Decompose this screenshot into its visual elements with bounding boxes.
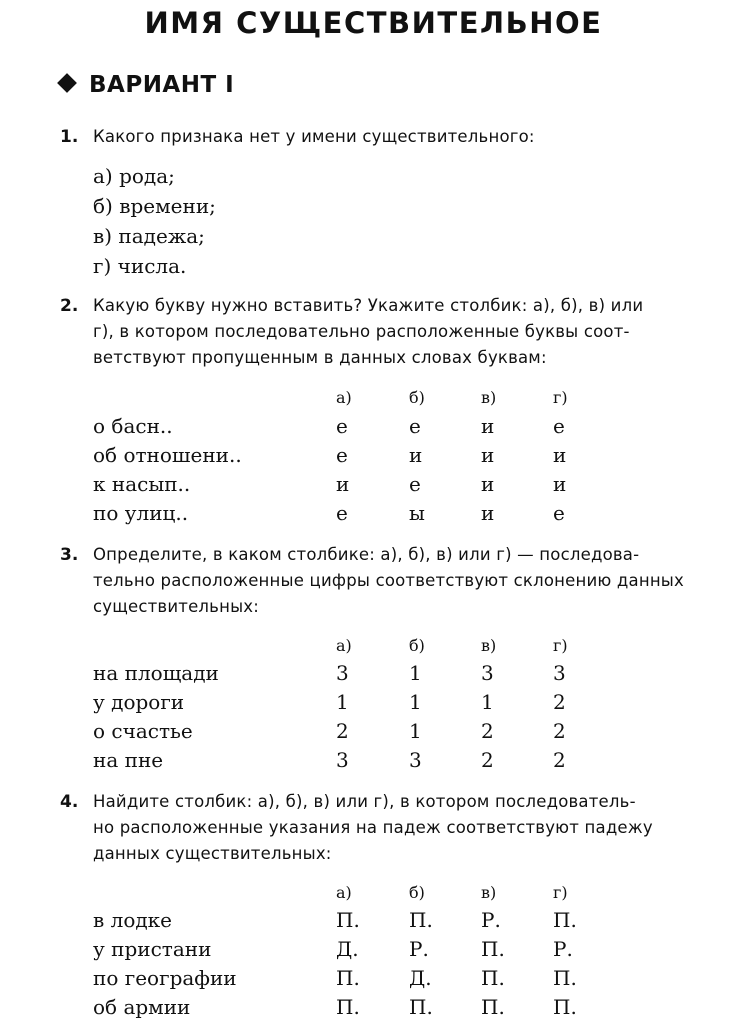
q2-cell: и: [409, 443, 423, 467]
q3-row-word: на площади: [93, 661, 219, 685]
q4-text-line: Найдите столбик: а), б), в) или г), в котором последователь-: [93, 792, 636, 811]
q3-cell: 3: [336, 748, 349, 772]
q3-cell: 3: [409, 748, 422, 772]
q2-text-line: Какую букву нужно вставить? Укажите столбик: а), б), в) или: [93, 296, 644, 315]
q3-header-g: г): [553, 636, 568, 655]
q2-header-a: а): [336, 388, 352, 407]
q4-cell: П.: [553, 966, 577, 990]
q4-cell: П.: [336, 966, 360, 990]
q2-cell: ы: [409, 501, 425, 525]
q1-option-b: б) времени;: [93, 194, 216, 218]
q4-row-word: в лодке: [93, 908, 173, 932]
q3-row-word: на пне: [93, 748, 164, 772]
q3-cell: 2: [553, 690, 566, 714]
q2-cell: и: [481, 501, 495, 525]
q3-cell: 3: [481, 661, 494, 685]
q2-header-g: г): [553, 388, 568, 407]
q2-header-b: б): [409, 388, 425, 407]
q4-row-word: у пристани: [93, 937, 212, 961]
q3-text-line: тельно расположенные цифры соответствуют склонению данных: [93, 571, 684, 590]
q4-text-line: данных существительных:: [93, 844, 332, 863]
q3-text-line: существительных:: [93, 597, 260, 616]
variant-label: ВАРИАНТ I: [89, 72, 235, 98]
q3-cell: 2: [481, 748, 494, 772]
q4-cell: Д.: [336, 937, 359, 961]
q2-header-v: в): [481, 388, 497, 407]
q4-cell: Р.: [481, 908, 501, 932]
q2-cell: е: [336, 443, 348, 467]
q3-cell: 2: [481, 719, 494, 743]
q2-text-line: г), в котором последовательно расположенные буквы соот-: [93, 322, 630, 341]
q4-cell: Р.: [409, 937, 429, 961]
q4-cell: П.: [481, 966, 505, 990]
variant-heading: [60, 72, 234, 98]
q2-cell: и: [481, 414, 495, 438]
q2-cell: е: [409, 472, 421, 496]
q1-text: Какого признака нет у имени существительного:: [93, 127, 535, 146]
q2-cell: и: [553, 472, 567, 496]
q3-cell: 3: [553, 661, 566, 685]
q1-option-g: г) числа.: [93, 254, 187, 278]
q2-cell: е: [336, 501, 348, 525]
q3-header-v: в): [481, 636, 497, 655]
q2-cell: и: [481, 472, 495, 496]
q1-option-v: в) падежа;: [93, 224, 205, 248]
q3-cell: 1: [409, 690, 422, 714]
q2-cell: и: [553, 443, 567, 467]
q2-row-word: по улиц..: [93, 501, 189, 525]
q4-cell: П.: [553, 995, 577, 1019]
q2-row-word: о басн..: [93, 414, 173, 438]
q1-number: 1.: [60, 127, 79, 147]
q4-header-b: б): [409, 883, 425, 902]
q3-cell: 1: [336, 690, 349, 714]
page-title: ИМЯ СУЩЕСТВИТЕЛЬНОЕ: [144, 6, 603, 40]
q4-number: 4.: [60, 792, 79, 812]
q2-cell: е: [553, 501, 565, 525]
q4-header-a: а): [336, 883, 352, 902]
q3-cell: 2: [553, 719, 566, 743]
q4-text-line: но расположенные указания на падеж соответствуют падежу: [93, 818, 653, 837]
q4-cell: П.: [409, 908, 433, 932]
q3-row-word: о счастье: [93, 719, 193, 743]
q4-header-g: г): [553, 883, 568, 902]
q3-cell: 3: [336, 661, 349, 685]
q4-cell: П.: [409, 995, 433, 1019]
q3-header-b: б): [409, 636, 425, 655]
q2-number: 2.: [60, 296, 79, 316]
q3-number: 3.: [60, 545, 79, 565]
q4-cell: П.: [553, 908, 577, 932]
q2-cell: е: [336, 414, 348, 438]
q4-row-word: по географии: [93, 966, 237, 990]
q2-cell: е: [553, 414, 565, 438]
q4-cell: П.: [481, 937, 505, 961]
q2-text-line: ветствуют пропущенным в данных словах буквам:: [93, 348, 547, 367]
diamond-bullet-icon: [57, 73, 77, 93]
q3-cell: 1: [481, 690, 494, 714]
q3-cell: 1: [409, 661, 422, 685]
q2-cell: е: [409, 414, 421, 438]
q4-row-word: об армии: [93, 995, 191, 1019]
q3-row-word: у дороги: [93, 690, 185, 714]
q4-cell: Д.: [409, 966, 432, 990]
q3-cell: 2: [336, 719, 349, 743]
q1-option-a: а) рода;: [93, 164, 175, 188]
q2-row-word: об отношени..: [93, 443, 242, 467]
q3-cell: 1: [409, 719, 422, 743]
q3-header-a: а): [336, 636, 352, 655]
q2-cell: и: [481, 443, 495, 467]
q2-cell: и: [336, 472, 350, 496]
q3-cell: 2: [553, 748, 566, 772]
q4-cell: П.: [481, 995, 505, 1019]
q4-cell: П.: [336, 995, 360, 1019]
q4-cell: Р.: [553, 937, 573, 961]
q3-text-line: Определите, в каком столбике: а), б), в) или г) — последова-: [93, 545, 640, 564]
q2-row-word: к насып..: [93, 472, 191, 496]
q4-cell: П.: [336, 908, 360, 932]
q4-header-v: в): [481, 883, 497, 902]
